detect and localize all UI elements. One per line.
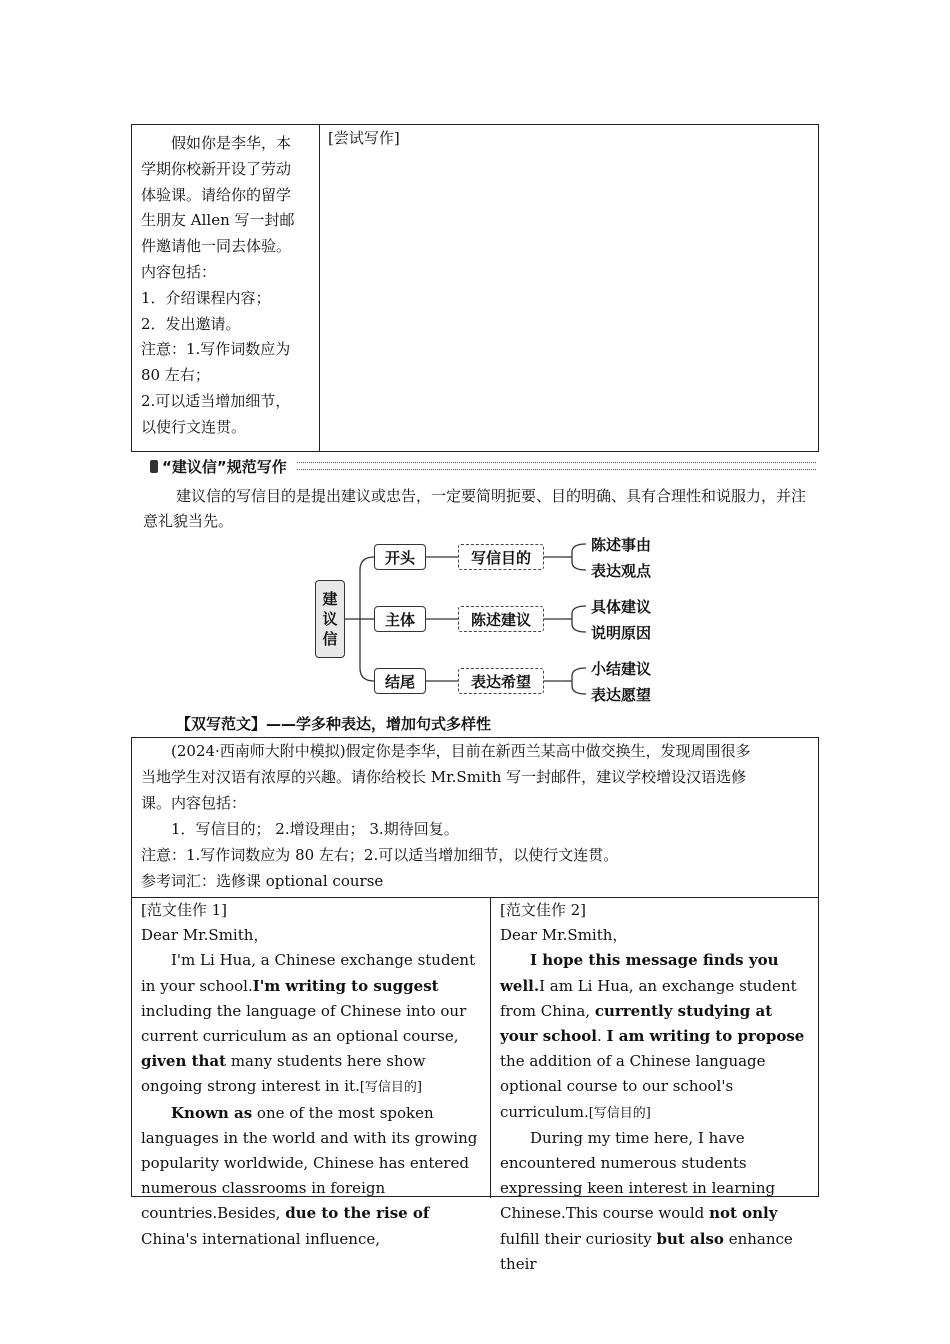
paragraph [141, 948, 482, 1100]
purpose-tag: [写信目的] [588, 1105, 651, 1121]
task-prompt [132, 125, 320, 451]
prompt-line: (2024·西南师大附中模拟)假定你是李华，目前在新西兰某高中做交换生，发现周围很多 [171, 742, 751, 760]
attempt-label: [尝试写作] [328, 129, 400, 147]
key-phrase: I am writing to propose [606, 1027, 805, 1046]
sample-essay-2 [491, 898, 818, 1273]
prompt-line: 参考词汇：选修课 optional course [141, 872, 384, 890]
leaf-closing-2: 表达愿望 [591, 686, 652, 704]
task-line: 假如你是李华，本 [171, 134, 292, 152]
root-char: 议 [322, 610, 338, 628]
purpose-body: 陈述建议 [458, 606, 544, 632]
diagram-root [315, 580, 345, 658]
key-phrase: due to the rise of [285, 1204, 430, 1223]
prompt-line: 课。内容包括： [141, 794, 247, 812]
key-phrase: Known as [171, 1103, 253, 1122]
task-line: 体验课。请给你的留学 [141, 185, 292, 204]
leaf-closing-1: 小结建议 [591, 660, 652, 678]
key-phrase: not only [709, 1204, 778, 1223]
text: including the language of Chinese into our current curriculum as an optional course, [141, 1001, 467, 1046]
purpose-tag: [写信目的] [359, 1080, 422, 1096]
text: . [596, 1027, 607, 1046]
prompt-line: 当地学生对汉语有浓厚的兴趣。请你给校长 Mr.Smith 写一封邮件，建议学校增设汉语选修 [141, 768, 747, 786]
sample-essays-table [131, 737, 819, 1273]
task-line: 2．发出邀请。 [141, 314, 241, 333]
task-line: 内容包括： [141, 262, 217, 281]
key-phrase: I'm writing to suggest [252, 976, 439, 995]
purpose-closing: 表达希望 [458, 668, 544, 694]
task-line: 学期你校新开设了劳动 [141, 159, 292, 178]
root-char: 建 [322, 590, 338, 608]
task-line: 1．介绍课程内容； [141, 288, 271, 307]
sample-label: [范文佳作 2] [500, 901, 587, 919]
section-intro: 建议信的写信目的是提出建议或忠告，一定要简明扼要、目的明确、具有合理性和说服力，并注意礼貌当先。 [143, 487, 807, 530]
key-phrase: I hope this message finds you well. [500, 951, 779, 995]
paragraph [500, 948, 810, 1125]
greeting: Dear Mr.Smith， [500, 926, 628, 945]
sample-label: [范文佳作 1] [141, 901, 228, 919]
leaf-body-2: 说明原因 [591, 624, 652, 642]
prompt-line: 1．写信目的； 2.增设理由； 3.期待回复。 [171, 820, 459, 838]
text: I'm Li Hua, a Chinese exchange student in your school. [141, 951, 476, 995]
sample-essays-heading: 【双写范文】——学多种表达，增加句式多样性 [176, 715, 492, 733]
root-char: 信 [322, 630, 338, 648]
key-phrase: given that [141, 1052, 227, 1071]
leaf-opening-2: 表达观点 [591, 562, 652, 580]
task-line: 80 左右； [141, 366, 210, 385]
text: China's international influence, [141, 1229, 380, 1248]
section-divider [297, 462, 816, 470]
part-body: 主体 [374, 606, 426, 632]
greeting: Dear Mr.Smith， [141, 926, 269, 945]
paragraph [500, 1126, 810, 1277]
prompt-line: 注意：1.写作词数应为 80 左右；2.可以适当增加细节，以使行文连贯。 [141, 846, 619, 864]
key-phrase: currently studying at your school [500, 1001, 773, 1046]
part-closing: 结尾 [374, 668, 426, 694]
task-line: 注意：1.写作词数应为 [141, 340, 291, 359]
text: fulfill their curiosity [500, 1229, 657, 1248]
task-line: 生朋友 Allen 写一封邮 [141, 211, 295, 230]
sample-prompt [132, 738, 818, 898]
letter-structure-diagram [310, 530, 670, 706]
text: enhance their [500, 1229, 793, 1273]
text: one of the most spoken languages in the world and with its growing popularity worldwide, Chinese has entered numerous classrooms in foreign countries.Besides, [141, 1103, 478, 1223]
text: many students here show ongoing strong interest in it. [141, 1052, 426, 1096]
task-line: 2.可以适当增加细节， [141, 391, 291, 410]
purpose-opening: 写信目的 [458, 544, 544, 570]
sample-essay-1 [132, 898, 491, 1248]
key-phrase: but also [656, 1229, 724, 1248]
section-heading [150, 455, 816, 477]
paragraph [141, 1101, 482, 1252]
text: During my time here, I have encountered numerous students expressing keen interest in learning Chinese.This course would [500, 1128, 776, 1223]
attempt-writing-area[interactable] [320, 125, 818, 451]
task-table [131, 124, 819, 452]
part-opening: 开头 [374, 544, 426, 570]
task-line: 件邀请他一同去体验。 [141, 237, 292, 256]
leaf-body-1: 具体建议 [591, 598, 652, 616]
section-title: “建议信”规范写作 [162, 457, 287, 476]
text: I am Li Hua, an exchange student from China, [500, 976, 797, 1020]
leaf-opening-1: 陈述事由 [591, 536, 652, 554]
section-marker-icon [150, 460, 158, 473]
task-line: 以使行文连贯。 [141, 417, 247, 436]
text: the addition of a Chinese language optional course to our school's curriculum. [500, 1052, 766, 1121]
